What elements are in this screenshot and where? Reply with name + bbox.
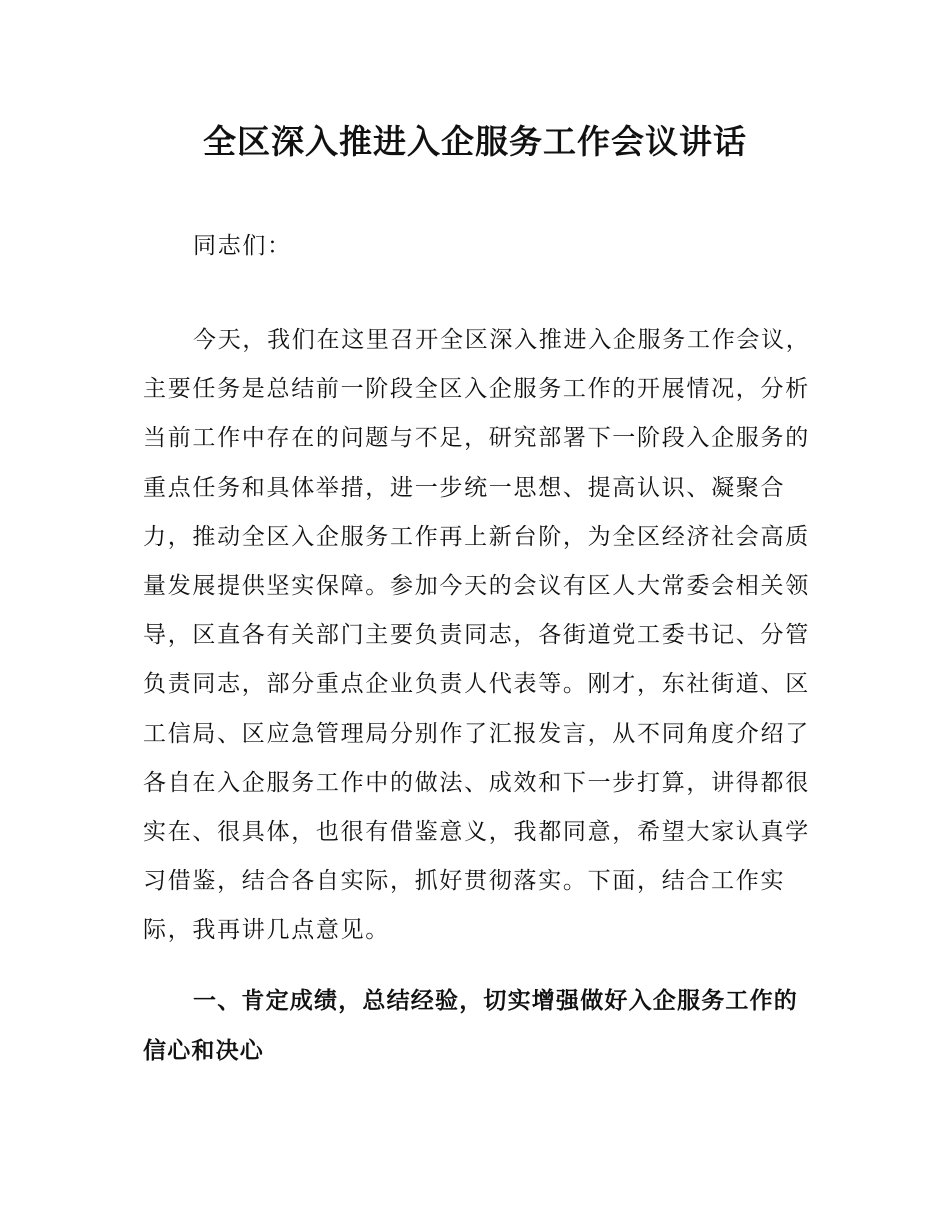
paragraph-line: 导，区直各有关部门主要负责同志，各街道党工委书记、分管 xyxy=(143,622,810,649)
paragraph-line: 重点任务和具体举措，进一步统一思想、提高认识、凝聚合 xyxy=(143,474,786,501)
paragraph-line: 各自在入企服务工作中的做法、成效和下一步打算，讲得都很 xyxy=(143,769,810,796)
document-title: 全区深入推进入企服务工作会议讲话 xyxy=(203,122,747,161)
paragraph-line: 量发展提供坚实保障。参加今天的会议有区人大常委会相关领 xyxy=(143,573,810,600)
salutation: 同志们： xyxy=(193,233,292,259)
paragraph-line: 实在、很具体，也很有借鉴意义，我都同意，希望大家认真学 xyxy=(143,819,810,846)
heading-line: 一、肯定成绩，总结经验，切实增强做好入企服务工作的 xyxy=(193,988,798,1014)
paragraph-line: 当前工作中存在的问题与不足，研究部署下一阶段入企服务的 xyxy=(143,425,810,452)
paragraph-line: 今天，我们在这里召开全区深入推进入企服务工作会议， xyxy=(193,327,811,353)
section-heading xyxy=(143,976,823,1076)
paragraph-line: 际，我再讲几点意见。 xyxy=(143,917,390,944)
paragraph-line: 力，推动全区入企服务工作再上新台阶，为全区经济社会高质 xyxy=(143,523,810,550)
paragraph-line: 工信局、区应急管理局分别作了汇报发言，从不同角度介绍了 xyxy=(143,720,810,747)
heading-line: 信心和决心 xyxy=(143,1038,264,1064)
paragraph-line: 负责同志，部分重点企业负责人代表等。刚才，东社街道、区 xyxy=(143,671,810,698)
paragraph-line: 习借鉴，结合各自实际，抓好贯彻落实。下面，结合工作实 xyxy=(143,868,786,895)
paragraph-line: 主要任务是总结前一阶段全区入企服务工作的开展情况，分析 xyxy=(143,376,810,403)
opening-paragraph xyxy=(143,316,823,956)
